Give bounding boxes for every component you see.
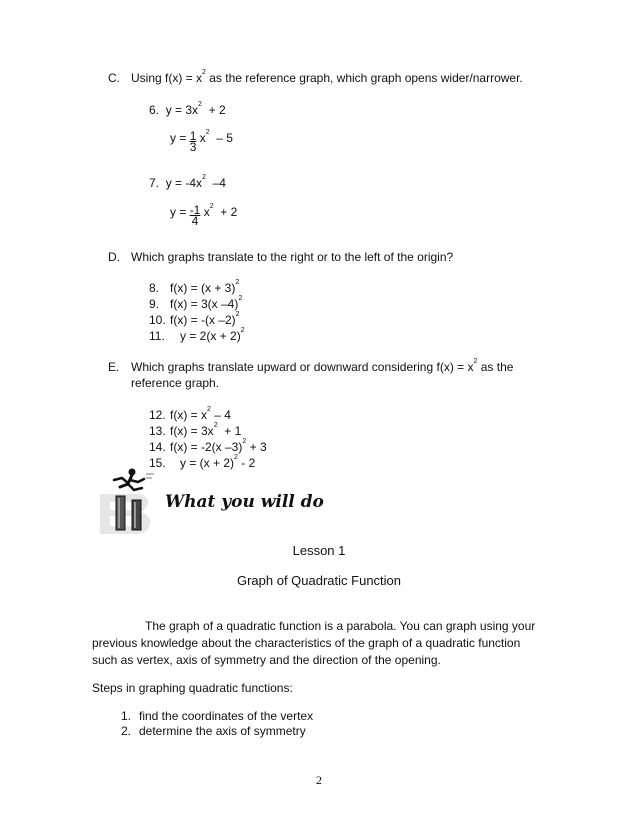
item-14: 14. f(x) = -2(x –3)$^2$ + 3 (149, 438, 267, 454)
section-banner-title: What you will do (165, 492, 324, 512)
item-9: 9. f(x) = 3(x –4)$^2$ (149, 295, 243, 311)
section-e-letter: E. (108, 360, 120, 374)
item-11: 11. $y = 2(x + 2)^2$ (149, 327, 245, 343)
section-e-prompt: Which graphs translate upward or downward considering $f(x) = x^2$ as the (131, 358, 514, 374)
lesson-title: Graph of Quadratic Function (236, 573, 402, 588)
item-6-second-equation: y = $\frac{1}{3}$ $x^2 - 5$ (170, 129, 233, 154)
section-c-prompt: Using $f(x) = x^2$ as the reference graph, which graph opens wider/narrower. (131, 69, 523, 85)
item-7-second-equation: y = $\frac{-1}{4}$ $x^2 + 2$ (170, 203, 238, 228)
item-13: 13. $f(x) = 3x^2 + 1$ (149, 422, 242, 438)
item-6: 6. $y = 3x^2 + 2$ (149, 101, 226, 117)
item-12: 12. $f(x) = x^2 - 4$ (149, 406, 231, 422)
section-c-letter: C. (108, 71, 120, 85)
step-item: 1. find the coordinates of the vertex (121, 709, 314, 723)
item-10: 10. f(x) = -(x –2)$^2$ (149, 311, 240, 327)
section-e-prompt-line2: reference graph. (131, 376, 220, 390)
section-d-prompt: Which graphs translate to the right or to the left of the origin? (131, 250, 454, 264)
item-15: 15. $y = (x + 2)^2 - 2$ (149, 454, 256, 470)
lesson-paragraph-line-3: such as vertex, axis of symmetry and the direction of the opening. (92, 653, 441, 667)
page-number: 2 (316, 773, 322, 787)
item-8: 8. $f(x) = (x + 3)^2$ (149, 279, 240, 295)
fraction-denominator: 4 (191, 214, 199, 228)
fraction-numerator: -1 (189, 203, 201, 217)
item-7: 7. $y = -4x^2$ –4 (149, 174, 226, 190)
fraction-numerator: 1 (189, 129, 197, 143)
lesson-paragraph-line-2: previous knowledge about the characteristics of the graph of a quadratic function (92, 636, 521, 650)
step-item: 2. determine the axis of symmetry (121, 724, 306, 738)
lesson-paragraph-line-1: The graph of a quadratic function is a parabola. You can graph using your (145, 619, 536, 633)
steps-heading: Steps in graphing quadratic functions: (92, 681, 293, 695)
lesson-number: Lesson 1 (292, 543, 346, 558)
section-d-letter: D. (108, 250, 120, 264)
fraction-denominator: 3 (189, 140, 197, 154)
